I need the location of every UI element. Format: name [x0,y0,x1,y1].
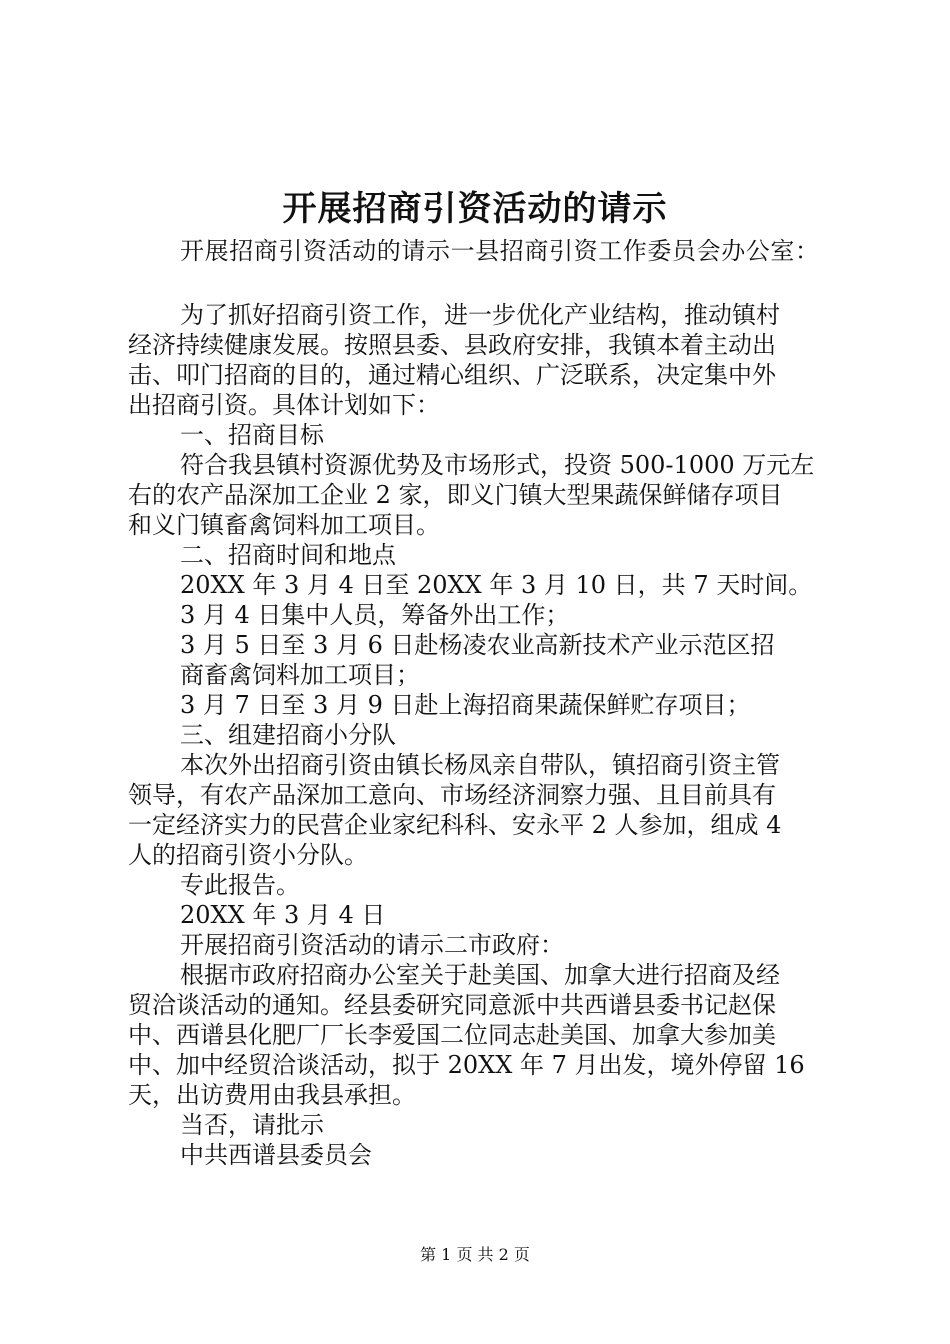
text-line: 开展招商引资活动的请示一县招商引资工作委员会办公室： [180,237,820,265]
document-title: 开展招商引资活动的请示 [282,189,668,229]
text-line: 一定经济实力的民营企业家纪科科、安永平 2 人参加，组成 4 [128,811,782,839]
text-line: 右的农产品深加工企业 2 家，即义门镇大型果蔬保鲜储存项目 [128,481,783,509]
date-line: 20XX 年 3 月 4 日 [180,901,386,929]
text-line: 中、西谱县化肥厂厂长李爱国二位同志赴美国、加拿大参加美 [128,1021,776,1049]
text-line: 和义门镇畜禽饲料加工项目。 [128,511,440,539]
text-line: 天，出访费用由我县承担。 [128,1081,416,1109]
text-line: 出招商引资。具体计划如下： [128,391,440,419]
text-line: 专此报告。 [180,871,300,899]
text-line: 贸洽谈活动的通知。经县委研究同意派中共西谱县委书记赵保 [128,991,776,1019]
text-line: 当否，请批示 [180,1111,324,1139]
text-line: 人的招商引资小分队。 [128,841,368,869]
section-heading: 一、招商目标 [180,421,324,449]
text-line: 击、叩门招商的目的，通过精心组织、广泛联系，决定集中外 [128,361,776,389]
text-line: 根据市政府招商办公室关于赴美国、加拿大进行招商及经 [180,961,780,989]
text-line: 开展招商引资活动的请示二市政府： [180,931,564,959]
text-line: 20XX 年 3 月 4 日至 20XX 年 3 月 10 日，共 7 天时间。 [180,571,813,599]
text-line: 领导，有农产品深加工意向、市场经济洞察力强、且目前具有 [128,781,776,809]
section-heading: 三、组建招商小分队 [180,721,396,749]
text-line: 3 月 4 日集中人员，筹备外出工作； [180,601,570,629]
text-line: 3 月 5 日至 3 月 6 日赴杨凌农业高新技术产业示范区招 [180,631,775,659]
blank-line [128,266,828,296]
text-line: 为了抓好招商引资工作，进一步优化产业结构，推动镇村 [180,301,780,329]
signature-line: 中共西谱县委员会 [180,1141,372,1169]
text-line: 商畜禽饲料加工项目； [180,661,420,689]
text-line: 中、加中经贸洽谈活动，拟于 20XX 年 7 月出发，境外停留 16 [128,1051,805,1079]
text-line: 3 月 7 日至 3 月 9 日赴上海招商果蔬保鲜贮存项目； [180,691,751,719]
text-line: 本次外出招商引资由镇长杨凤亲自带队，镇招商引资主管 [180,751,780,779]
text-line: 经济持续健康发展。按照县委、县政府安排，我镇本着主动出 [128,331,776,359]
page-footer: 第 1 页 共 2 页 [420,1245,530,1264]
document-body [128,236,828,1170]
section-heading: 二、招商时间和地点 [180,541,396,569]
text-line: 符合我县镇村资源优势及市场形式，投资 500-1000 万元左 [180,451,815,479]
